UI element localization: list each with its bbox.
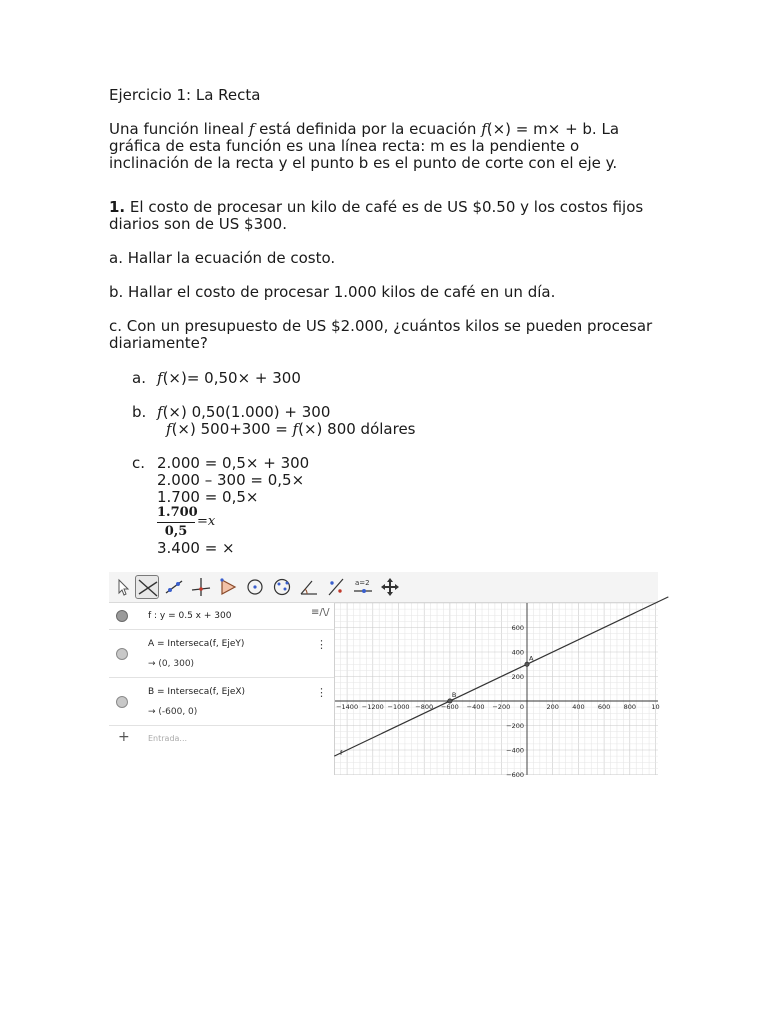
style-bar-icon[interactable]: ≡/\/ xyxy=(311,607,330,618)
algebra-view xyxy=(109,603,335,775)
answer-a-text: (×)= 0,50× + 300 xyxy=(162,369,301,387)
perpendicular-tool[interactable] xyxy=(189,575,213,599)
x-tick-label: −1000 xyxy=(387,703,410,711)
x-tick-label: −800 xyxy=(415,703,434,711)
answer-a xyxy=(157,370,301,387)
y-tick-label: 400 xyxy=(511,648,524,657)
line-icon xyxy=(136,576,160,600)
intro-text-c: (×) = m× + b. La xyxy=(486,120,620,138)
move-view-tool[interactable] xyxy=(378,575,402,599)
algebra-row-B[interactable] xyxy=(109,678,334,726)
answer-c-label: c. xyxy=(132,454,146,472)
x-tick-label: 10 xyxy=(651,703,660,711)
angle-tool[interactable] xyxy=(297,575,321,599)
function-definition[interactable]: f : y = 0.5 x + 300 xyxy=(148,611,232,621)
function-symbol: f xyxy=(292,420,299,438)
x-tick-label: −200 xyxy=(492,703,511,711)
visibility-toggle[interactable] xyxy=(116,648,128,660)
intro-line-2: gráfica de esta función es una línea recta: m es la pendiente o xyxy=(109,137,580,155)
more-menu-icon[interactable]: ⋮ xyxy=(316,686,327,699)
fraction-equals: =x xyxy=(197,514,216,529)
conic-icon xyxy=(270,575,294,599)
problem-line-2: diarios son de US $300. xyxy=(109,215,287,233)
problem-text: El costo de procesar un kilo de café es de US $0.50 y los costos fijos xyxy=(125,198,644,216)
plus-icon[interactable]: + xyxy=(118,729,130,745)
function-label: f xyxy=(340,749,343,757)
point-b-definition[interactable]: B = Interseca(f, EjeX) xyxy=(148,687,246,697)
move-tool[interactable] xyxy=(111,575,135,599)
function-symbol: f xyxy=(481,120,487,138)
intro-line-1 xyxy=(109,121,619,138)
input-bar[interactable]: Entrada... xyxy=(148,734,188,743)
function-symbol: f xyxy=(157,369,163,387)
answer-b-label: b. xyxy=(132,403,147,421)
question-a: a. Hallar la ecuación de costo. xyxy=(109,249,336,267)
x-tick-label: −1400 xyxy=(336,703,359,711)
origin-label: 0 xyxy=(519,703,524,711)
move-icon xyxy=(111,575,135,599)
x-tick-label: 600 xyxy=(597,703,611,711)
answer-b2-text-b: (×) 800 dólares xyxy=(298,420,416,438)
x-tick-label: −400 xyxy=(466,703,485,711)
polygon-icon xyxy=(216,575,240,599)
algebra-input-row[interactable] xyxy=(109,726,334,751)
polygon-tool[interactable] xyxy=(216,575,240,599)
reflect-tool[interactable] xyxy=(324,575,348,599)
point-b-value: → (-600, 0) xyxy=(148,707,198,717)
conic-tool[interactable] xyxy=(270,575,294,599)
slider-label: a=2 xyxy=(355,579,370,587)
y-tick-label: −600 xyxy=(506,771,524,779)
answer-b-line-2 xyxy=(166,421,416,438)
segment-icon xyxy=(162,575,186,599)
y-tick-label: 200 xyxy=(511,673,524,681)
graphics-view[interactable] xyxy=(335,603,660,779)
answer-c-line-5: 3.400 = × xyxy=(157,539,235,557)
problem-line-1 xyxy=(109,199,643,216)
circle-icon xyxy=(243,575,267,599)
question-c-line-1: c. Con un presupuesto de US $2.000, ¿cuántos kilos se pueden procesar xyxy=(109,317,653,335)
problem-number: 1. xyxy=(109,198,126,216)
circle-tool[interactable] xyxy=(243,575,267,599)
exercise-title: Ejercicio 1: La Recta xyxy=(109,86,261,104)
x-tick-label: 800 xyxy=(623,703,637,711)
more-menu-icon[interactable]: ⋮ xyxy=(316,638,327,651)
function-plot[interactable] xyxy=(335,603,660,779)
x-tick-label: 200 xyxy=(546,703,559,711)
move-view-icon xyxy=(378,575,402,599)
slider-icon xyxy=(351,575,375,599)
algebra-row-A[interactable] xyxy=(109,630,334,678)
answer-b1-text: (×) 0,50(1.000) + 300 xyxy=(162,403,331,421)
intro-text-a: Una función lineal xyxy=(109,120,249,138)
y-tick-label: −200 xyxy=(506,722,524,730)
question-b: b. Hallar el costo de procesar 1.000 kilos de café en un día. xyxy=(109,283,556,301)
answer-b-line-1 xyxy=(157,404,330,421)
y-tick-label: −400 xyxy=(506,746,524,755)
point-a-definition[interactable]: A = Interseca(f, EjeY) xyxy=(148,639,245,649)
answer-a-label: a. xyxy=(132,369,146,387)
function-symbol: f xyxy=(248,120,255,138)
answer-c-line-2: 2.000 – 300 = 0,5× xyxy=(157,471,305,489)
fraction-numerator: 1.700 xyxy=(157,505,198,520)
y-tick-label: 600 xyxy=(511,624,524,632)
angle-icon xyxy=(297,575,321,599)
visibility-toggle[interactable] xyxy=(116,610,128,622)
perpendicular-icon xyxy=(189,575,213,599)
line-tool[interactable] xyxy=(135,575,159,599)
answer-c-line-1: 2.000 = 0,5× + 300 xyxy=(157,454,310,472)
x-tick-label: −1200 xyxy=(361,703,384,711)
point-A xyxy=(525,662,529,666)
fraction-bar xyxy=(157,522,195,523)
function-symbol: f xyxy=(157,403,163,421)
question-c-line-2: diariamente? xyxy=(109,334,208,352)
segment-tool[interactable] xyxy=(162,575,186,599)
answer-c-line-3: 1.700 = 0,5× xyxy=(157,488,259,506)
answer-b2-text-a: (×) 500+300 = xyxy=(171,420,293,438)
point-a-value: → (0, 300) xyxy=(148,659,195,669)
slider-tool[interactable] xyxy=(351,575,375,599)
visibility-toggle[interactable] xyxy=(116,696,128,708)
point-B xyxy=(448,699,452,703)
algebra-row-f[interactable] xyxy=(109,603,334,630)
x-tick-label: −600 xyxy=(440,703,459,711)
function-symbol: f xyxy=(166,420,172,438)
intro-line-3: inclinación de la recta y el punto b es el punto de corte con el eje y. xyxy=(109,154,618,172)
point-label: B xyxy=(451,691,457,699)
reflect-icon xyxy=(324,575,348,599)
geogebra-toolbar xyxy=(109,572,658,603)
geogebra-window xyxy=(109,572,660,779)
point-label: A xyxy=(529,654,534,663)
fraction-denominator: 0,5 xyxy=(164,524,188,539)
intro-text-b: está definida por la ecuación xyxy=(254,120,482,138)
x-tick-label: 400 xyxy=(572,703,585,711)
